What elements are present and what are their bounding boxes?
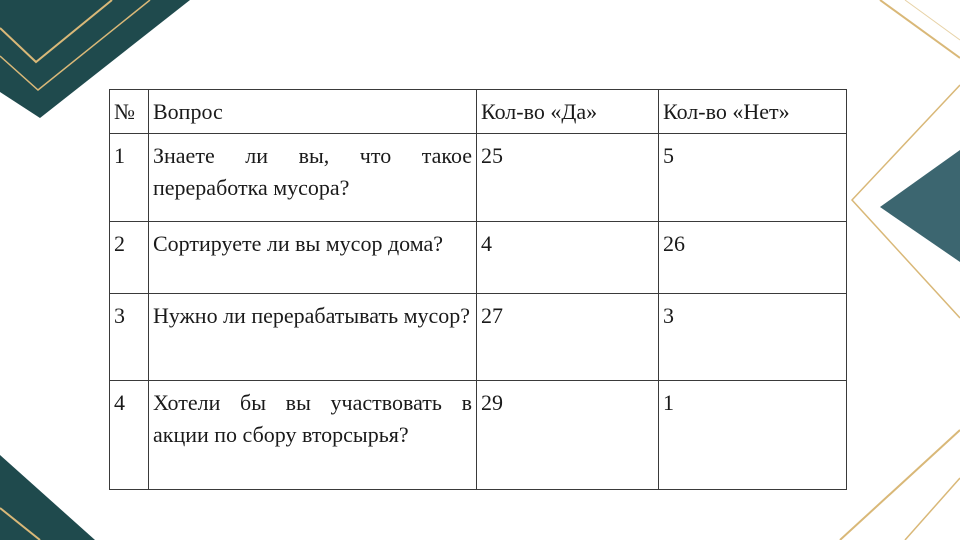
top-right-gold-line-3 xyxy=(905,0,960,40)
header-number: № xyxy=(110,90,149,134)
row-no-count: 1 xyxy=(659,381,847,490)
row-no-count: 5 xyxy=(659,134,847,222)
right-slate-triangle xyxy=(880,150,960,262)
row-question: Хотели бы вы участвовать в акции по сбору вторсырья? xyxy=(149,381,477,490)
table-row xyxy=(110,134,847,222)
row-number: 3 xyxy=(110,294,149,381)
bottom-left-dark-triangle xyxy=(0,455,95,540)
bottom-right-gold-line-2 xyxy=(905,478,960,540)
row-yes-count: 25 xyxy=(477,134,659,222)
table-row xyxy=(110,222,847,294)
row-number: 1 xyxy=(110,134,149,222)
row-yes-count: 29 xyxy=(477,381,659,490)
row-question: Нужно ли перерабатывать мусор? xyxy=(149,294,477,381)
row-number: 4 xyxy=(110,381,149,490)
survey-results-table xyxy=(109,89,847,490)
header-no-count: Кол-во «Нет» xyxy=(659,90,847,134)
table-header-row xyxy=(110,90,847,134)
row-no-count: 26 xyxy=(659,222,847,294)
row-no-count: 3 xyxy=(659,294,847,381)
row-question: Знаете ли вы, что такое переработка мусора? xyxy=(149,134,477,222)
table-row xyxy=(110,294,847,381)
header-yes-count: Кол-во «Да» xyxy=(477,90,659,134)
row-yes-count: 27 xyxy=(477,294,659,381)
table-row xyxy=(110,381,847,490)
row-number: 2 xyxy=(110,222,149,294)
row-yes-count: 4 xyxy=(477,222,659,294)
header-question: Вопрос xyxy=(149,90,477,134)
row-question: Сортируете ли вы мусор дома? xyxy=(149,222,477,294)
top-right-gold-line xyxy=(880,0,960,58)
bottom-right-gold-line xyxy=(840,430,960,540)
